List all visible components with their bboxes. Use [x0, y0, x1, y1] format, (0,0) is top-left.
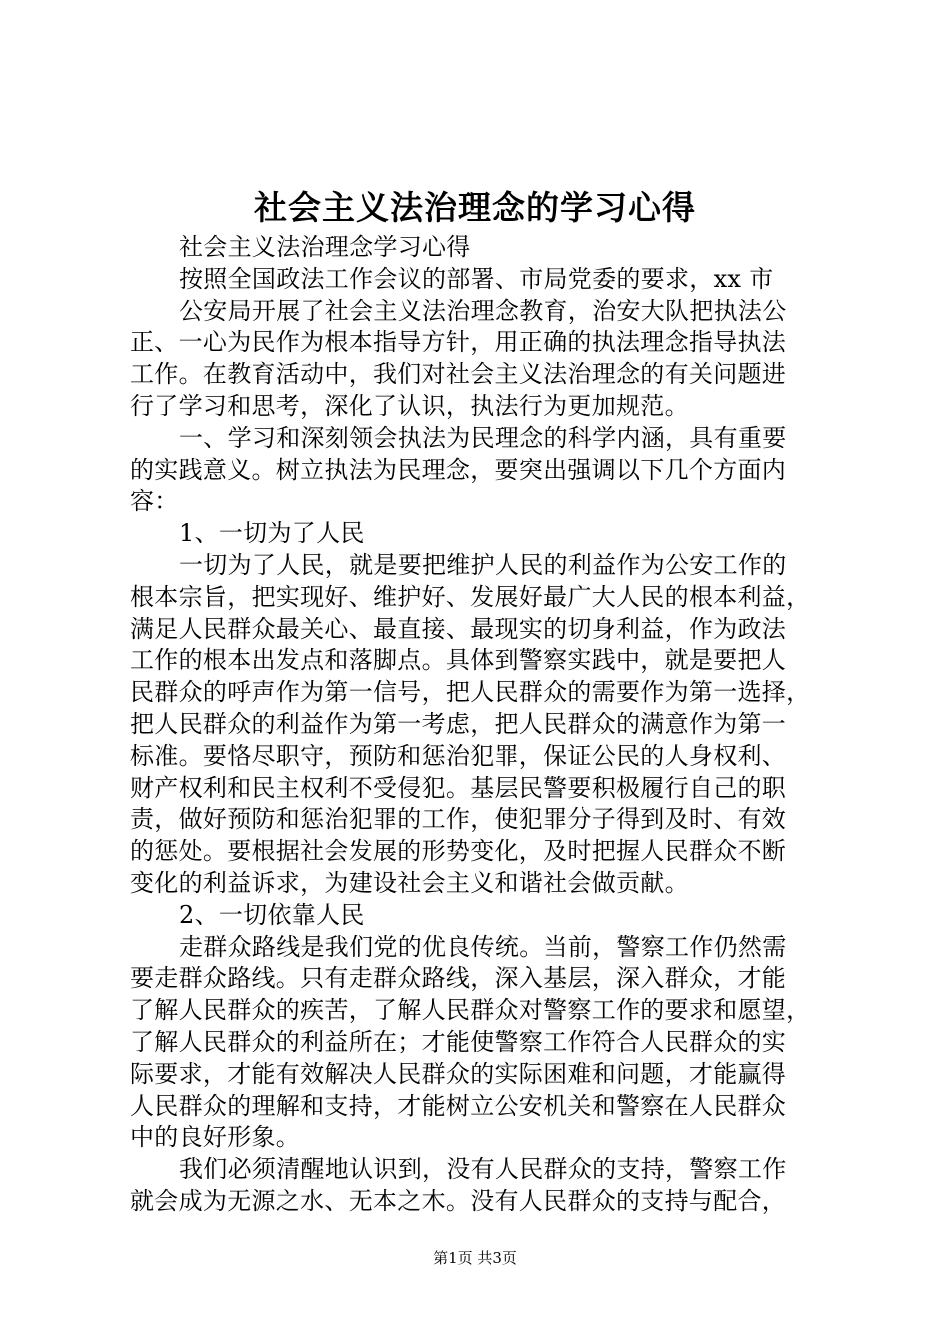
text-line: 按照全国政法工作会议的部署、市局党委的要求，xx 市	[179, 264, 774, 293]
document-body	[130, 232, 830, 1218]
text-line: 的惩处。要根据社会发展的形势变化，及时把握人民群众不断	[130, 837, 787, 866]
text-line: 一、学习和深刻领会执法为民理念的科学内涵，具有重要	[179, 423, 787, 452]
page-footer: 第1页 共3页	[433, 1249, 517, 1267]
text-line: 公安局开展了社会主义法治理念教育，治安大队把执法公	[179, 296, 787, 325]
text-line: 社会主义法治理念学习心得	[179, 233, 471, 261]
text-line: 了解人民群众的利益所在；才能使警察工作符合人民群众的实	[130, 1027, 787, 1056]
text-line: 把人民群众的利益作为第一考虑，把人民群众的满意作为第一	[130, 709, 787, 738]
text-line: 2、一切依靠人民	[179, 900, 365, 929]
text-line: 民群众的呼声作为第一信号，把人民群众的需要作为第一选择，	[130, 678, 811, 707]
text-line: 我们必须清醒地认识到，没有人民群众的支持，警察工作	[179, 1155, 787, 1184]
text-line: 行了学习和思考，深化了认识，执法行为更加规范。	[130, 391, 689, 420]
text-line: 变化的利益诉求，为建设社会主义和谐社会做贡献。	[130, 868, 689, 897]
text-line: 的实践意义。树立执法为民理念，要突出强调以下几个方面内	[130, 455, 787, 484]
text-line: 了解人民群众的疾苦，了解人民群众对警察工作的要求和愿望，	[130, 996, 811, 1025]
text-line: 容：	[130, 487, 179, 516]
text-line: 走群众路线是我们党的优良传统。当前，警察工作仍然需	[179, 932, 787, 961]
text-line: 1、一切为了人民	[179, 519, 365, 548]
text-line: 责，做好预防和惩治犯罪的工作，使犯罪分子得到及时、有效	[130, 805, 787, 834]
text-line: 工作。在教育活动中，我们对社会主义法治理念的有关问题进	[130, 360, 787, 389]
text-line: 一切为了人民，就是要把维护人民的利益作为公安工作的	[179, 550, 787, 579]
text-line: 中的良好形象。	[130, 1123, 301, 1152]
text-line: 正、一心为民作为根本指导方针，用正确的执法理念指导执法	[130, 328, 787, 357]
text-line: 满足人民群众最关心、最直接、最现实的切身利益，作为政法	[130, 614, 787, 643]
text-line: 财产权利和民主权利不受侵犯。基层民警要积极履行自己的职	[130, 773, 787, 802]
text-line: 标准。要恪尽职守，预防和惩治犯罪，保证公民的人身权利、	[130, 741, 787, 770]
text-line: 人民群众的理解和支持，才能树立公安机关和警察在人民群众	[130, 1091, 787, 1120]
text-line: 要走群众路线。只有走群众路线，深入基层，深入群众，才能	[130, 964, 787, 993]
text-line: 际要求，才能有效解决人民群众的实际困难和问题，才能赢得	[130, 1059, 787, 1088]
text-line: 工作的根本出发点和落脚点。具体到警察实践中，就是要把人	[130, 646, 787, 675]
document-title: 社会主义法治理念的学习心得	[254, 188, 696, 227]
text-line: 就会成为无源之水、无本之木。没有人民群众的支持与配合，	[130, 1186, 787, 1215]
text-line: 根本宗旨，把实现好、维护好、发展好最广大人民的根本利益，	[130, 582, 811, 611]
